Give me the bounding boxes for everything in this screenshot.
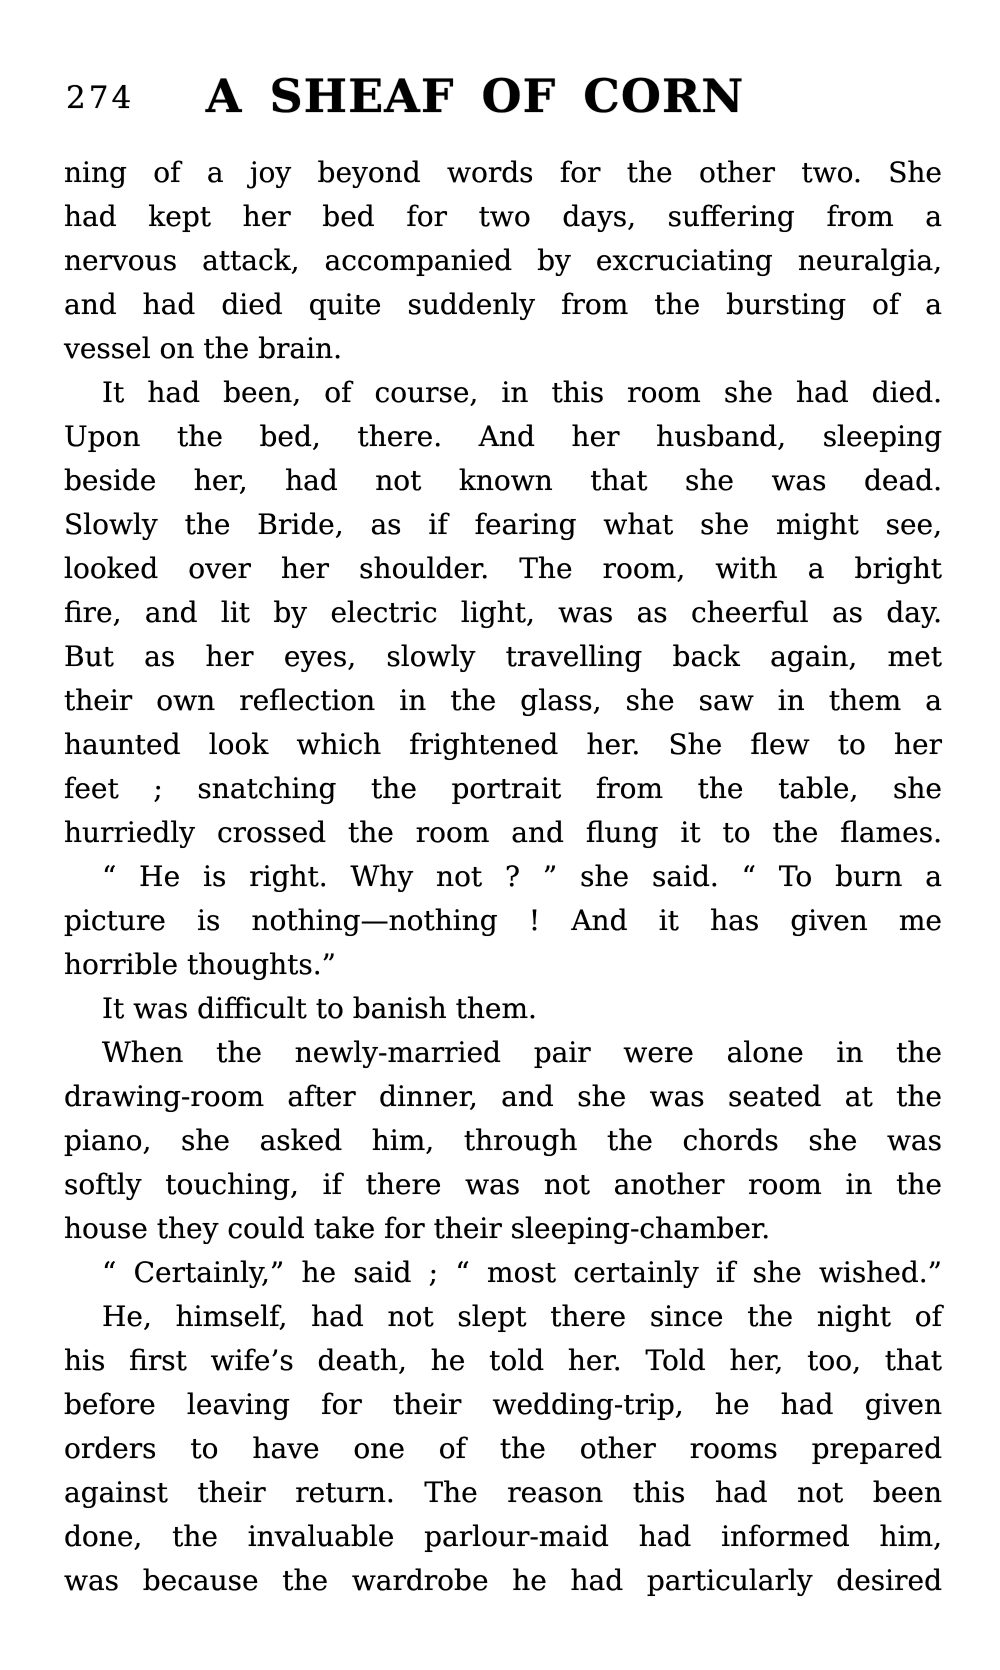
text-line: had kept her bed for two days, suffering from a <box>64 200 942 233</box>
text-line: done, the invaluable parlour-maid had informed him, <box>64 1520 942 1553</box>
text-line: fire, and lit by electric light, was as cheerful as day. <box>64 596 942 629</box>
text-line: drawing-room after dinner, and she was seated at the <box>64 1080 942 1113</box>
text-line: He, himself, had not slept there since the night of <box>102 1300 942 1333</box>
text-line: haunted look which frightened her. She flew to her <box>64 728 942 761</box>
text-line: horrible thoughts.” <box>64 948 336 981</box>
text-line: ning of a joy beyond words for the other two. She <box>64 156 942 189</box>
page-number: 274 <box>66 80 135 116</box>
text-line: Upon the bed, there. And her husband, sleeping <box>64 420 942 453</box>
text-line: piano, she asked him, through the chords she was <box>64 1124 942 1157</box>
text-line: feet ; snatching the portrait from the table, she <box>64 772 942 805</box>
text-line: “ He is right. Why not ? ” she said. “ To burn a <box>102 860 942 893</box>
text-line: beside her, had not known that she was dead. <box>64 464 942 497</box>
text-line: house they could take for their sleeping-chamber. <box>64 1212 771 1245</box>
running-header <box>64 66 942 126</box>
text-line: looked over her shoulder. The room, with a bright <box>64 552 942 585</box>
text-line: hurriedly crossed the room and flung it to the flames. <box>64 816 942 849</box>
text-line: When the newly-married pair were alone in the <box>102 1036 942 1069</box>
text-line: was because the wardrobe he had particularly desired <box>64 1564 942 1597</box>
text-line: vessel on the brain. <box>64 332 342 365</box>
text-line: But as her eyes, slowly travelling back again, met <box>64 640 942 673</box>
text-line: softly touching, if there was not another room in the <box>64 1168 942 1201</box>
text-line: It had been, of course, in this room she had died. <box>102 376 942 409</box>
text-line: before leaving for their wedding-trip, he had given <box>64 1388 942 1421</box>
text-line: against their return. The reason this had not been <box>64 1476 942 1509</box>
text-line: Slowly the Bride, as if fearing what she might see, <box>64 508 942 541</box>
text-line: nervous attack, accompanied by excruciating neuralgia, <box>64 244 942 277</box>
text-line: picture is nothing—nothing ! And it has given me <box>64 904 942 937</box>
text-line: and had died quite suddenly from the bursting of a <box>64 288 942 321</box>
text-line: their own reflection in the glass, she saw in them a <box>64 684 942 717</box>
running-header-title: A SHEAF OF CORN <box>205 69 745 123</box>
text-line: his first wife’s death, he told her. Told her, too, that <box>64 1344 942 1377</box>
text-line: It was difficult to banish them. <box>102 992 537 1025</box>
page-text <box>64 151 942 1603</box>
text-line: “ Certainly,” he said ; “ most certainly if she wished.” <box>102 1256 942 1289</box>
text-line: orders to have one of the other rooms prepared <box>64 1432 942 1465</box>
